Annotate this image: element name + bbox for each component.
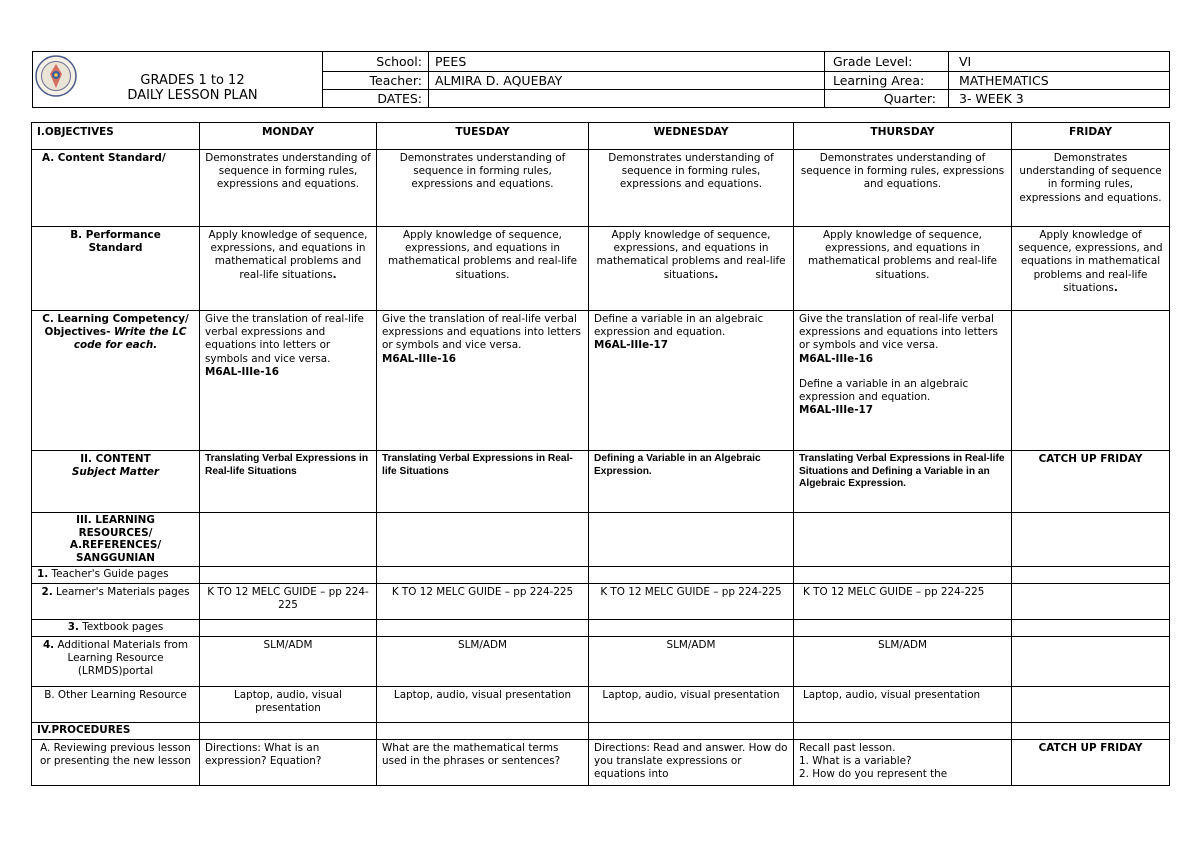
competency-thursday-code-2: M6AL-IIIe-17 <box>799 404 873 417</box>
other-resource-row <box>32 687 1170 723</box>
performance-text: Apply knowledge of sequence, expressions, and equations in mathematical problems and real-life situations <box>387 229 578 281</box>
grade-label: Grade Level: <box>825 52 949 72</box>
procedures-row <box>32 723 1170 740</box>
procedures-label: IV.PROCEDURES <box>32 723 200 740</box>
review-thursday-line-1: Recall past lesson. <box>799 742 896 754</box>
performance-standard-thursday <box>794 227 1012 311</box>
content-label <box>32 451 200 513</box>
review-tuesday: What are the mathematical terms used in the phrases or sentences? <box>377 740 589 786</box>
title-line-1: GRADES 1 to 12 <box>140 72 245 88</box>
textbook-label <box>32 620 200 637</box>
tuesday-header: TUESDAY <box>377 123 589 150</box>
performance-label-line-1: B. Performance <box>70 229 161 241</box>
teachers-guide-text: Teacher's Guide pages <box>48 568 169 580</box>
content-label-line-1: II. CONTENT <box>80 453 151 465</box>
performance-standard-label <box>32 227 200 311</box>
review-thursday <box>794 740 1012 786</box>
content-tuesday: Translating Verbal Expressions in Real-life Situations <box>377 451 589 513</box>
performance-standard-row <box>32 227 1170 311</box>
content-wednesday: Defining a Variable in an Algebraic Expression. <box>589 451 794 513</box>
learners-monday: K TO 12 MELC GUIDE – pp 224-225 <box>200 584 377 620</box>
teacher-value: ALMIRA D. AQUEBAY <box>429 72 825 90</box>
title-line-2: DAILY LESSON PLAN <box>127 87 258 103</box>
performance-dot: . <box>506 268 510 281</box>
performance-label-line-2: Standard <box>88 242 143 255</box>
review-label: A. Reviewing previous lesson or presenting the new lesson <box>32 740 200 786</box>
competency-wednesday-code: M6AL-IIIe-17 <box>594 339 668 352</box>
competency-tuesday-code: M6AL-IIIe-16 <box>382 352 456 365</box>
content-thursday: Translating Verbal Expressions in Real-life Situations and Defining a Variable in an Algebraic Expression. <box>794 451 1012 513</box>
competency-monday <box>200 311 377 451</box>
teacher-label: Teacher: <box>323 72 429 90</box>
performance-text: Apply knowledge of sequence, expressions, and equations in mathematical problems and real-life situations <box>596 229 786 281</box>
competency-thursday-text-2: Define a variable in an algebraic expression and equation. <box>799 377 969 404</box>
resources-row <box>32 513 1170 567</box>
learners-number: 2. <box>41 586 53 598</box>
performance-dot: . <box>1113 281 1118 294</box>
content-standard-thursday: Demonstrates understanding of sequence in forming rules, expressions and equations. <box>794 150 1012 227</box>
content-standard-label: A. Content Standard/ <box>32 150 200 227</box>
school-value: PEES <box>429 52 825 72</box>
content-friday: CATCH UP FRIDAY <box>1012 451 1170 513</box>
other-tuesday: Laptop, audio, visual presentation <box>377 687 589 723</box>
other-thursday: Laptop, audio, visual presentation <box>794 687 1012 723</box>
competency-thursday <box>794 311 1012 451</box>
other-wednesday: Laptop, audio, visual presentation <box>589 687 794 723</box>
performance-dot: . <box>926 268 930 281</box>
competency-row <box>32 311 1170 451</box>
additional-monday: SLM/ADM <box>200 637 377 687</box>
content-standard-row <box>32 150 1170 227</box>
performance-text: Apply knowledge of sequence, expressions, and equations in mathematical problems and real-life situations <box>1018 229 1163 294</box>
additional-materials-label <box>32 637 200 687</box>
additional-materials-row <box>32 637 1170 687</box>
competency-monday-code: M6AL-IIIe-16 <box>205 365 279 378</box>
review-wednesday: Directions: Read and answer. How do you translate expressions or equations into <box>589 740 794 786</box>
learners-thursday: K TO 12 MELC GUIDE – pp 224-225 <box>794 584 1012 620</box>
competency-label-b: Write the LC code for each. <box>73 326 187 352</box>
review-friday: CATCH UP FRIDAY <box>1012 740 1170 786</box>
deped-seal-icon <box>35 55 77 97</box>
content-standard-monday: Demonstrates understanding of sequence in forming rules, expressions and equations. <box>200 150 377 227</box>
review-row <box>32 740 1170 786</box>
other-monday: Laptop, audio, visual presentation <box>200 687 377 723</box>
other-resource-label: B. Other Learning Resource <box>32 687 200 723</box>
thursday-header: THURSDAY <box>794 123 1012 150</box>
competency-tuesday-text: Give the translation of real-life verbal expressions and equations into letters or symbols and vice versa. <box>382 313 581 352</box>
lesson-plan-table <box>31 122 1170 786</box>
additional-tuesday: SLM/ADM <box>377 637 589 687</box>
monday-header: MONDAY <box>200 123 377 150</box>
learners-materials-row <box>32 584 1170 620</box>
competency-wednesday-text: Define a variable in an algebraic expression and equation. <box>594 313 764 339</box>
friday-header: FRIDAY <box>1012 123 1170 150</box>
additional-wednesday: SLM/ADM <box>589 637 794 687</box>
objectives-header: I.OBJECTIVES <box>32 123 200 150</box>
content-standard-tuesday: Demonstrates understanding of sequence in forming rules, expressions and equations. <box>377 150 589 227</box>
competency-label <box>32 311 200 451</box>
content-label-line-2: Subject Matter <box>71 466 160 479</box>
learners-materials-label <box>32 584 200 620</box>
learners-tuesday: K TO 12 MELC GUIDE – pp 224-225 <box>377 584 589 620</box>
content-monday: Translating Verbal Expressions in Real-life Situations <box>200 451 377 513</box>
dates-label: DATES: <box>323 90 429 108</box>
teachers-guide-label <box>32 567 200 584</box>
additional-thursday: SLM/ADM <box>794 637 1012 687</box>
performance-standard-monday <box>200 227 377 311</box>
title-cell <box>33 52 323 108</box>
additional-number: 4. <box>42 639 55 651</box>
textbook-row <box>32 620 1170 637</box>
performance-standard-friday <box>1012 227 1170 311</box>
competency-thursday-text-1: Give the translation of real-life verbal expressions and equations into letters or symbols and vice versa. <box>799 313 998 352</box>
content-row <box>32 451 1170 513</box>
performance-text: Apply knowledge of sequence, expressions, and equations in mathematical problems and real-life situations <box>208 229 368 281</box>
review-thursday-line-3: 2. How do you represent the <box>799 768 948 781</box>
dates-value <box>429 90 825 108</box>
performance-dot: . <box>332 268 337 281</box>
learners-wednesday: K TO 12 MELC GUIDE – pp 224-225 <box>589 584 794 620</box>
competency-tuesday <box>377 311 589 451</box>
competency-wednesday <box>589 311 794 451</box>
resources-label: III. LEARNING RESOURCES/ A.REFERENCES/ SANGGUNIAN <box>32 513 200 567</box>
learners-text: Learner's Materials pages <box>52 586 190 598</box>
performance-standard-wednesday <box>589 227 794 311</box>
header-table <box>32 51 1170 108</box>
area-value: MATHEMATICS <box>949 72 1170 90</box>
competency-thursday-code-1: M6AL-IIIe-16 <box>799 352 873 365</box>
review-thursday-line-2: 1. What is a variable? <box>799 755 912 768</box>
textbook-text: Textbook pages <box>78 621 164 633</box>
school-label: School: <box>323 52 429 72</box>
performance-dot: . <box>714 268 719 281</box>
performance-text: Apply knowledge of sequence, expressions, and equations in mathematical problems and real-life situations <box>807 229 998 281</box>
performance-standard-tuesday <box>377 227 589 311</box>
area-label: Learning Area: <box>825 72 949 90</box>
textbook-number: 3. <box>67 621 79 633</box>
wednesday-header: WEDNESDAY <box>589 123 794 150</box>
column-header-row <box>32 123 1170 150</box>
teachers-guide-number: 1. <box>37 568 49 580</box>
teachers-guide-row <box>32 567 1170 584</box>
additional-text: Additional Materials from Learning Resource (LRMDS)portal <box>54 639 189 678</box>
content-standard-friday: Demonstrates understanding of sequence in forming rules, expressions and equations. <box>1012 150 1170 227</box>
content-standard-wednesday: Demonstrates understanding of sequence in forming rules, expressions and equations. <box>589 150 794 227</box>
grade-value: VI <box>949 52 1170 72</box>
quarter-value: 3- WEEK 3 <box>949 90 1170 108</box>
competency-monday-text: Give the translation of real-life verbal expressions and equations into letters or symbols and vice versa. <box>205 313 364 365</box>
review-monday: Directions: What is an expression? Equation? <box>200 740 377 786</box>
quarter-label: Quarter: <box>825 90 949 108</box>
competency-friday <box>1012 311 1170 451</box>
competency-label-a: C. Learning Competency/Objectives- <box>42 313 189 339</box>
